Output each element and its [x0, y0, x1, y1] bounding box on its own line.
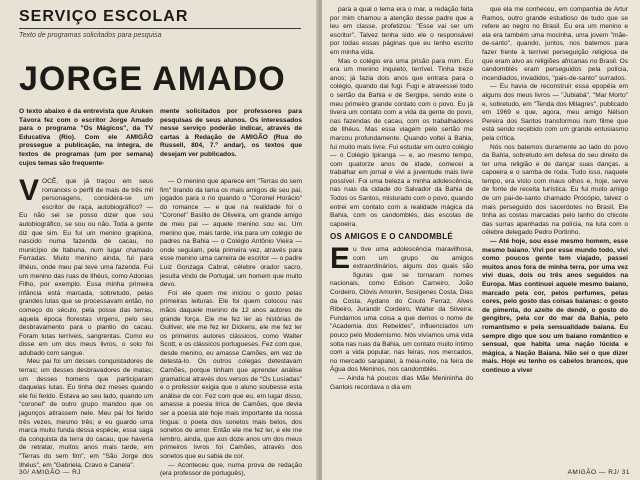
left-body-column-1	[19, 174, 153, 469]
right-body-column-2	[482, 6, 628, 462]
article-headline: JORGE AMADO	[19, 60, 286, 98]
intro-column-2: mente solicitados por professores para pesquisas de seus alunos. Os interessados nesse serviço poderão indicar, através de cartas à Redação de AMIGÃO (Rua do Russell, 804, 7.º andar), os textos que desejam ver publicados.	[160, 108, 302, 158]
body-paragraph: — Aconteceu que, numa prova de redação (era professor de português),	[160, 461, 302, 478]
body-paragraph: Nós nos batemos duramente ao lado do povo da Bahia, sobretudo em defesa do seu direito de ter uma religião e de dançar suas danças, a capoeira e o samba de roda. Tudo isso, naquele tempo, era visto com maus olhos e, hoje, serve de fonte de receita turística. Eu fui muito amigo de um pai-de-santo chamado Procópio, talvez o mais perseguido dos sacerdotes no Brasil. Ele tinha as costas marcadas pelo lanho do chicote das surras apanhadas na polícia, na luta com o célebre delegado Pedro Portinho.	[482, 143, 628, 237]
left-body-column-2	[160, 178, 302, 478]
body-paragraph: Mas o colégio era uma prisão para mim. Eu era um menino inquieto, terrível. Tinha treze anos; já fazia dois anos que entrara para o colégio, quando daí fugi. Fugi e atravessei todo o sertão da Bahia e de Sergipe, sendo este o meu primeiro grande contato com o povo. Eu já tivera um contato com a vida da gente do povo, nas fazendas de cacau, com os trabalhadores de Ilhéus. Mas essa viagem pelo sertão me marcou profundamente. Quando voltei à Bahia, fui muito mais livre. Fui estudar em outro colégio — o Colégio Ipiranga — e, ao mesmo tempo, com quatorze anos de idade, comecei a trabalhar em jornal e vivi a juventude mais livre possível. Foi uma beleza a minha adolescência, nas ruas da cidade do Salvador da Bahia de Todos os Santos, misturado com o povo, quando entrei em contato com a realidade mágica da Bahia, com os candomblés, das escolas de capoeira.	[330, 57, 473, 228]
right-page	[322, 0, 640, 480]
title-rule	[19, 28, 301, 29]
subheading: OS AMIGOS E O CANDOMBLÉ	[330, 232, 454, 242]
right-body-column-1	[330, 6, 473, 462]
body-paragraph: OCÊ, que já traçou em seus romances o perfil de mais de três mil personagens, considera-se um escritor de raça, autobiográfico? — Eu não sei se posso dizer que sou autobiográfico, se sou ou não. Toda a gente diz que sim. Eu fui um menino grapiúna, nascido numa fazenda de cacau, no município de Itabuna, num lugar chamado Ferradas. Muito menino ainda, fui para Ilhéus, onde meu pai teve uma fazenda. Fui um menino das ruas de Ilhéus, como Adonias Filho, por exemplo. Essa minha primeira infância está marcada, sobretudo, pelas grandes lutas que se processavam então, no começo do século, pela posse das terras, aquela época florestas virgens, pelo seu desbravamento para o plantio do cacau. Foram lutas terríveis, sangrentas. Como eu disse em um dos meus livros, o solo foi adubado com sangue.	[19, 178, 153, 357]
body-paragraph: Meu pai foi um desses conquistadores de terras; um desses desbravadores de matas; um desses homens que participaram daquelas lutas. Eu tinha dez meses quando ele foi ferido. Estava ao seu lado, quando um "coronel" de outro grupo mandou que os jagunços atirassem nele. Meu pai foi ferido três vezes, mesmo três; e eu guardo uma marca muito funda dessa espécie, essa saga da conquista da terra do cacau, que haveria de retratar, muitos anos mais tarde, em "Terras do sem fim", em "São Jorge dos Ilhéus", em "Gabriela, Cravo e Canela".	[19, 358, 153, 469]
body-paragraph: Foi ele quem me iniciou o gosto pelas primeiras leituras. Ele foi quem colocou nas mãos daquele menino de 12 anos autores de grande força. Ele me fez ler as histórias de Gulliver, ele me fez ler Dickens, ele me fez ler os primeiros autores clássicos, como Walter Scott, e os clássicos portugueses. Fez com que, desde menino, eu amasse Camões, em vez de detestá-lo. Os outros colegas detestavam Camões, porque tinham que aprender análise gramatical através dos versos de "Os Lusíadas" e o professor exigia que o aluno soubesse esta análise de cor. Fez com que eu, em lugar disso, amasse a poesia lírica de Camões, que devia ser a poesia até hoje mais importante da nossa língua: o poeta dos sonetos mais belos, dos sonetos de amor. Então ele me fez ler, e ele me lembro, ainda, que aos doze anos um dos meus primeiros livros foi Camões, através dos sonetos que eu sabia de cor.	[160, 289, 302, 460]
section-subtitle: Texto de programas solicitados para pesquisa	[19, 32, 162, 39]
intro-column-1: O texto abaixo é da entrevista que Aruken Távora fez com o escritor Jorge Amado para o programa "Os Mágicos", da TV Educativa (Rio). Com ele AMIGÃO prossegue a publicação, na íntegra, de textos de programas (um por semana) cujos temas são frequente-	[19, 108, 153, 167]
left-page	[0, 0, 318, 480]
section-title: SERVIÇO ESCOLAR	[19, 8, 189, 25]
right-page-footer: AMIGÃO — RJ/ 31	[567, 469, 630, 476]
body-paragraph: que ela me conheceu, em companhia de Artur Ramos, outro grande estudioso de tudo que se refere ao negro no Brasil. Eu era um menino e ela era também uma mocinha, uma jovem "mãe-de-santo", quando, juntos, nos batemos para fazer frente à terrível perseguição religiosa de que eram alvo as religiões africanas no Brasil. Os candomblés eram perseguidos pela polícia, incendiados, invadidos, "pais-de-santo" surrados.	[482, 6, 628, 82]
body-paragraph: para a qual o tema era o mar, a redação feita por mim chamou a atenção desse padre que a leu em classe, profetizou: "Esse vai ser um escritor". Talvez tenha sido ele o responsável por todas essas páginas que eu tenho escrito em minha vida.	[330, 6, 473, 56]
body-paragraph: — O menino que aparece em "Terras do sem fim" tirando da lama os mais amigos de seu pai, jogados para o rio quando o "Coronel Horácio" do romance — e que na realidade foi o "Coronel" Basílio de Oliveira, um grande amigo de meu pai — aquele menino sou eu. Um menino que, mais tarde, iria para um colégio de padres na Bahia — o Colégio Antônio Vieira — onde seguiam, pela primeira vez, através para esse menino uma carreira de escritor — o padre Luiz Gonzaga Cabral, célebre orador sacro, jesuíta vindo de Portugal, um homem que muito devo.	[160, 178, 302, 289]
body-paragraph: u tive uma adolescência maravilhosa, com um grupo de amigos extraordinários, alguns dos quais são figuras que se tornaram nomes nacionais, como Edison Carneiro, João Cordeiro, Clóvis Amorim, Sosígenes Costa, Dias da Costa, Aydano do Couto Ferraz, Alves Ribeiro, Jurandir Cordeiro, Walter da Silveira. Fundamos uma coisa a que demos o nome de "Academia dos Rebeldes", influenciados um pouco pelo Modernismo. Nós vivíamos uma vida solta nas ruas da Bahia, um contato muito íntimo com a vida popular, nas feiras, nos mercados, no mercado sarapatel, à meia-noite, na feira de Água dos Meninos, nos candomblés.	[330, 246, 473, 374]
dropcap-e: E	[330, 242, 351, 276]
body-paragraph: — Eu havia de reconstruir essa epopéia em alguns dos meus livros — "Jubiabá", "Mar Morto" e, sobretudo, em "Tenda dos Milagres", publicado em 1969 e que, agora, meu amigo Nélson Pereira dos Santos transformou num filme que está sendo recebido com um grande entusiasmo pela crítica.	[482, 83, 628, 142]
body-paragraph: — Ainda há poucos dias Mãe Menininha do Gantois recordava o dia em	[330, 374, 473, 391]
dropcap-v: V	[19, 174, 40, 207]
body-paragraph-bold: — Até hoje, sou esse mesmo homem, esse mesmo baiano. Vivi por esse mundo todo, vivi como poucos gente tem viajado, passei muitos anos fora de minha terra, por uma vez vivi duas, dois ou três anos seguidos na Europa. Mas continuei aquele mesmo baiano, marcado pela cor, pelos perfumes, pelas cores, pelo gosto das coisas baianas: o gosto de pimenta, do azeite de dendê, o gosto do gengibre, pela cor do mar da Bahia, pelo romantismo e pela sensualidade baiana. Eu sempre digo que sou um baiano romântico e sensual, que habita uma nação lúcida e mágica, a Nação Baiana. Não sei o que dizer mais. Hoje eu tenho os cabelos brancos, que continuo a viver	[482, 238, 628, 374]
left-page-footer: 30/ AMIGÃO — RJ	[19, 469, 82, 476]
